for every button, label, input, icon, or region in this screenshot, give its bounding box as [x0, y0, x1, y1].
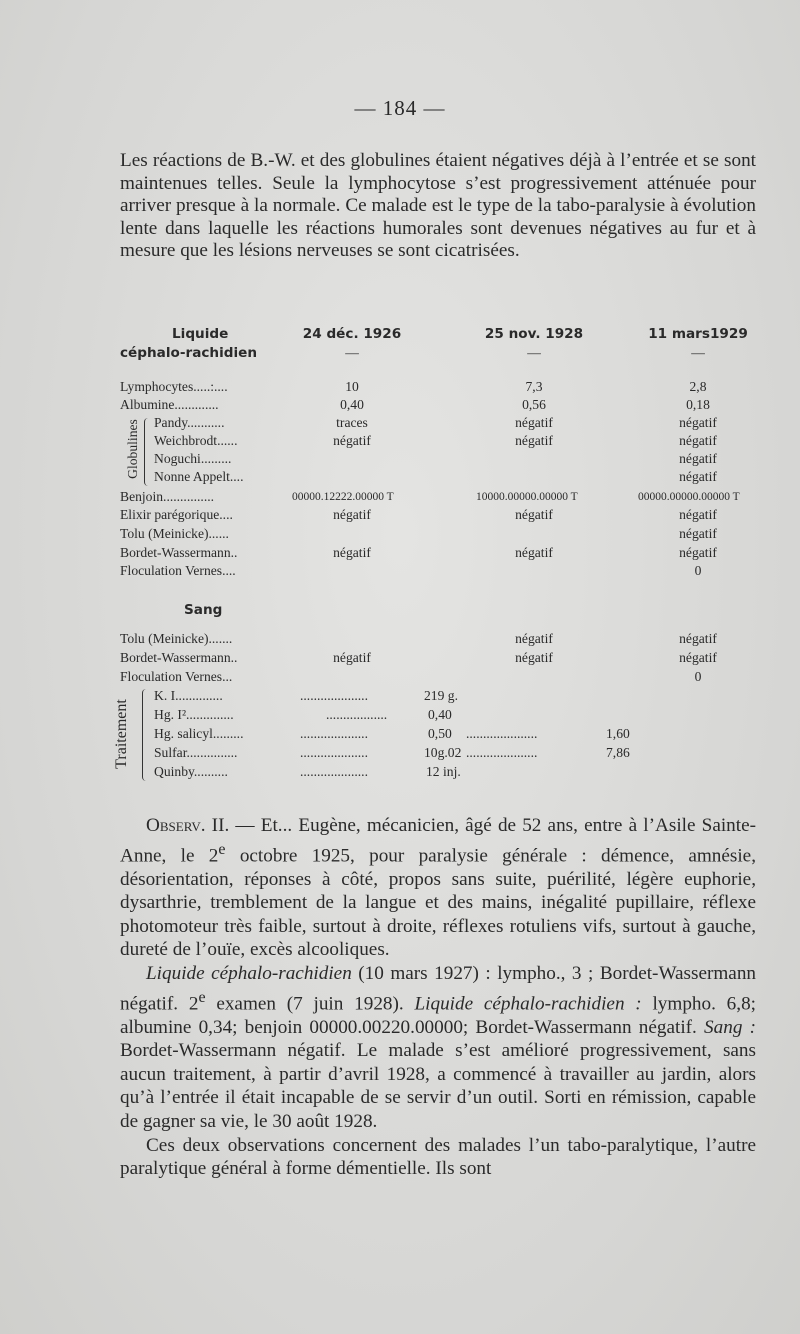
row-value: négatif [679, 507, 717, 522]
ordinal-sup: e [218, 840, 226, 858]
header-date-2: 25 nov. 1928 [484, 326, 584, 342]
italic-liquide-2: Liquide céphalo-rachidien : [414, 992, 642, 1014]
row-value: 00000.00000.00000 T [638, 491, 740, 503]
row-value: négatif [679, 415, 717, 430]
row-value: négatif [515, 415, 553, 430]
row-value: 10 [345, 379, 359, 394]
row-value: négatif [333, 545, 371, 560]
row-value: 7,86 [606, 745, 630, 760]
row-value: 0,56 [522, 397, 546, 412]
row-label: Tolu (Meinicke)...... [120, 526, 229, 541]
observation-paragraph-2 [120, 962, 756, 1134]
row-value: 10g.02 [424, 745, 462, 760]
traitement-brace [142, 689, 149, 781]
row-value: négatif [515, 631, 553, 646]
row-value: négatif [515, 650, 553, 665]
row-label: Noguchi......... [154, 451, 232, 466]
row-value: négatif [333, 650, 371, 665]
globulines-label: Globulines [125, 419, 140, 479]
row-label: Tolu (Meinicke)....... [120, 631, 233, 646]
header-date-3: 11 mars1929 [648, 326, 748, 342]
row-value: 0,40 [428, 707, 452, 722]
observation-section [120, 814, 756, 1181]
row-value: 0,40 [340, 397, 364, 412]
row-value: négatif [515, 433, 553, 448]
row-label: Floculation Vernes.... [120, 563, 236, 578]
row-value: négatif [679, 631, 717, 646]
row-label: Hg. salicyl......... [154, 726, 244, 741]
row-value: négatif [679, 545, 717, 560]
row-value: négatif [679, 433, 717, 448]
row-label: Elixir parégorique.... [120, 507, 233, 522]
row-label: Hg. I².............. [154, 707, 234, 722]
observation-p2-b: examen (7 juin 1928). [205, 992, 415, 1014]
italic-sang: Sang : [704, 1016, 756, 1038]
italic-liquide-1: Liquide céphalo-rachidien [146, 962, 352, 984]
observation-paragraph-1 [120, 814, 756, 962]
ordinal-sup: e [198, 988, 206, 1006]
header-cephalo: céphalo-rachidien [120, 345, 258, 361]
row-value: 0,18 [686, 397, 710, 412]
header-dash-3: — [691, 345, 705, 360]
row-value: négatif [333, 507, 371, 522]
row-leader: .................... [300, 745, 368, 760]
row-value: 0,50 [428, 726, 452, 741]
sang-header: Sang [184, 602, 223, 618]
row-value: 219 g. [424, 688, 458, 703]
header-dash-1: — [345, 345, 359, 360]
row-value: 1,60 [606, 726, 630, 741]
row-value: 0 [694, 669, 702, 684]
row-label: Lymphocytes.....:.... [120, 379, 228, 394]
row-label: Bordet-Wassermann.. [120, 545, 238, 560]
row-value: négatif [679, 526, 717, 541]
row-leader: .................... [300, 764, 368, 779]
row-value: négatif [333, 433, 371, 448]
row-leader: .................... [300, 688, 368, 703]
row-value: 12 inj. [426, 764, 461, 779]
row-value: 0 [694, 563, 702, 578]
row-leader: ..................... [466, 726, 538, 741]
row-value: 10000.00000.00000 T [476, 491, 578, 503]
observation-p1-text: II. — Et... Eugène, mécanicien, âgé de 52 ans, entre à l’Asile Sainte-Anne, le 2 [120, 815, 756, 866]
header-liquide: Liquide [172, 326, 229, 342]
row-label: Quinby.......... [154, 764, 228, 779]
row-leader: ..................... [466, 745, 538, 760]
row-value: négatif [515, 545, 553, 560]
row-value: négatif [679, 650, 717, 665]
row-value: 00000.12222.00000 T [292, 491, 394, 503]
row-label: K. I.............. [154, 688, 223, 703]
row-label: Weichbrodt...... [154, 433, 238, 448]
row-leader: .................. [326, 707, 388, 722]
intro-text: Les réactions de B.-W. et des globulines étaient négatives déjà à l’entrée et se sont maintenues telles. Seule la lymphocytose s’est progressivement atténuée pour arriver presque à la normale. Ce malade est le type de la tabo-paralysie à évolution lente dans laquelle les réactions humorales sont devenues négatives au fur et à mesure que les lésions nerveuses se sont cicatrisées. [120, 150, 756, 262]
globulines-brace [144, 418, 151, 486]
row-value: négatif [515, 507, 553, 522]
row-label: Floculation Vernes... [120, 669, 233, 684]
observation-p1-tail: octobre 1925, pour paralysie générale : démence, amnésie, désorientation, réponses à côté, propos sans suite, puérilité, légère euphorie, dysarthrie, tremblement de la langue et des mains, inégalité pupillaire, réflexe photomoteur très faible, surtout à droite, réflexes rotuliens vifs, surtout à gauche, dureté de l’ouïe, excès alcooliques. [120, 844, 756, 961]
row-label: Bordet-Wassermann.. [120, 650, 238, 665]
row-value: 7,3 [525, 379, 543, 394]
header-date-1: 24 déc. 1926 [302, 326, 402, 342]
row-value: traces [336, 415, 368, 430]
row-label: Pandy........... [154, 415, 225, 430]
observation-paragraph-3: Ces deux observations concernent des malades l’un tabo-paralytique, l’autre paralytique général à forme démentielle. Ils sont [120, 1134, 756, 1180]
observation-p2-a: (10 mars 1927) : lympho., 3 ; Bordet-Wassermann négatif. 2 [120, 962, 757, 1014]
row-value: négatif [679, 451, 717, 466]
row-label: Albumine............. [120, 397, 219, 412]
observ-label: Observ. [146, 815, 206, 836]
observation-p2-c: lympho. 6,8; albumine 0,34; benjoin 00000.00220.00000; Bordet-Wassermann négatif. [120, 992, 756, 1038]
header-dash-2: — [527, 345, 541, 360]
observation-p2-d: Bordet-Wassermann négatif. Le malade s’est amélioré progressivement, sans aucun traitement, à partir d’avril 1928, a commencé à travailler au jardin, alors qu’à l’entrée il était incapable de se servir d’un outil. Sorti en rémission, capable de gagner sa vie, le 30 août 1928. [120, 1040, 756, 1132]
row-label: Benjoin............... [120, 489, 215, 504]
row-value: 2,8 [689, 379, 707, 394]
row-label: Sulfar............... [154, 745, 238, 760]
row-leader: .................... [300, 726, 368, 741]
row-label: Nonne Appelt.... [154, 469, 244, 484]
row-value: négatif [679, 469, 717, 484]
page-number: — 184 — [354, 96, 446, 120]
traitement-label: Traitement [113, 699, 130, 769]
